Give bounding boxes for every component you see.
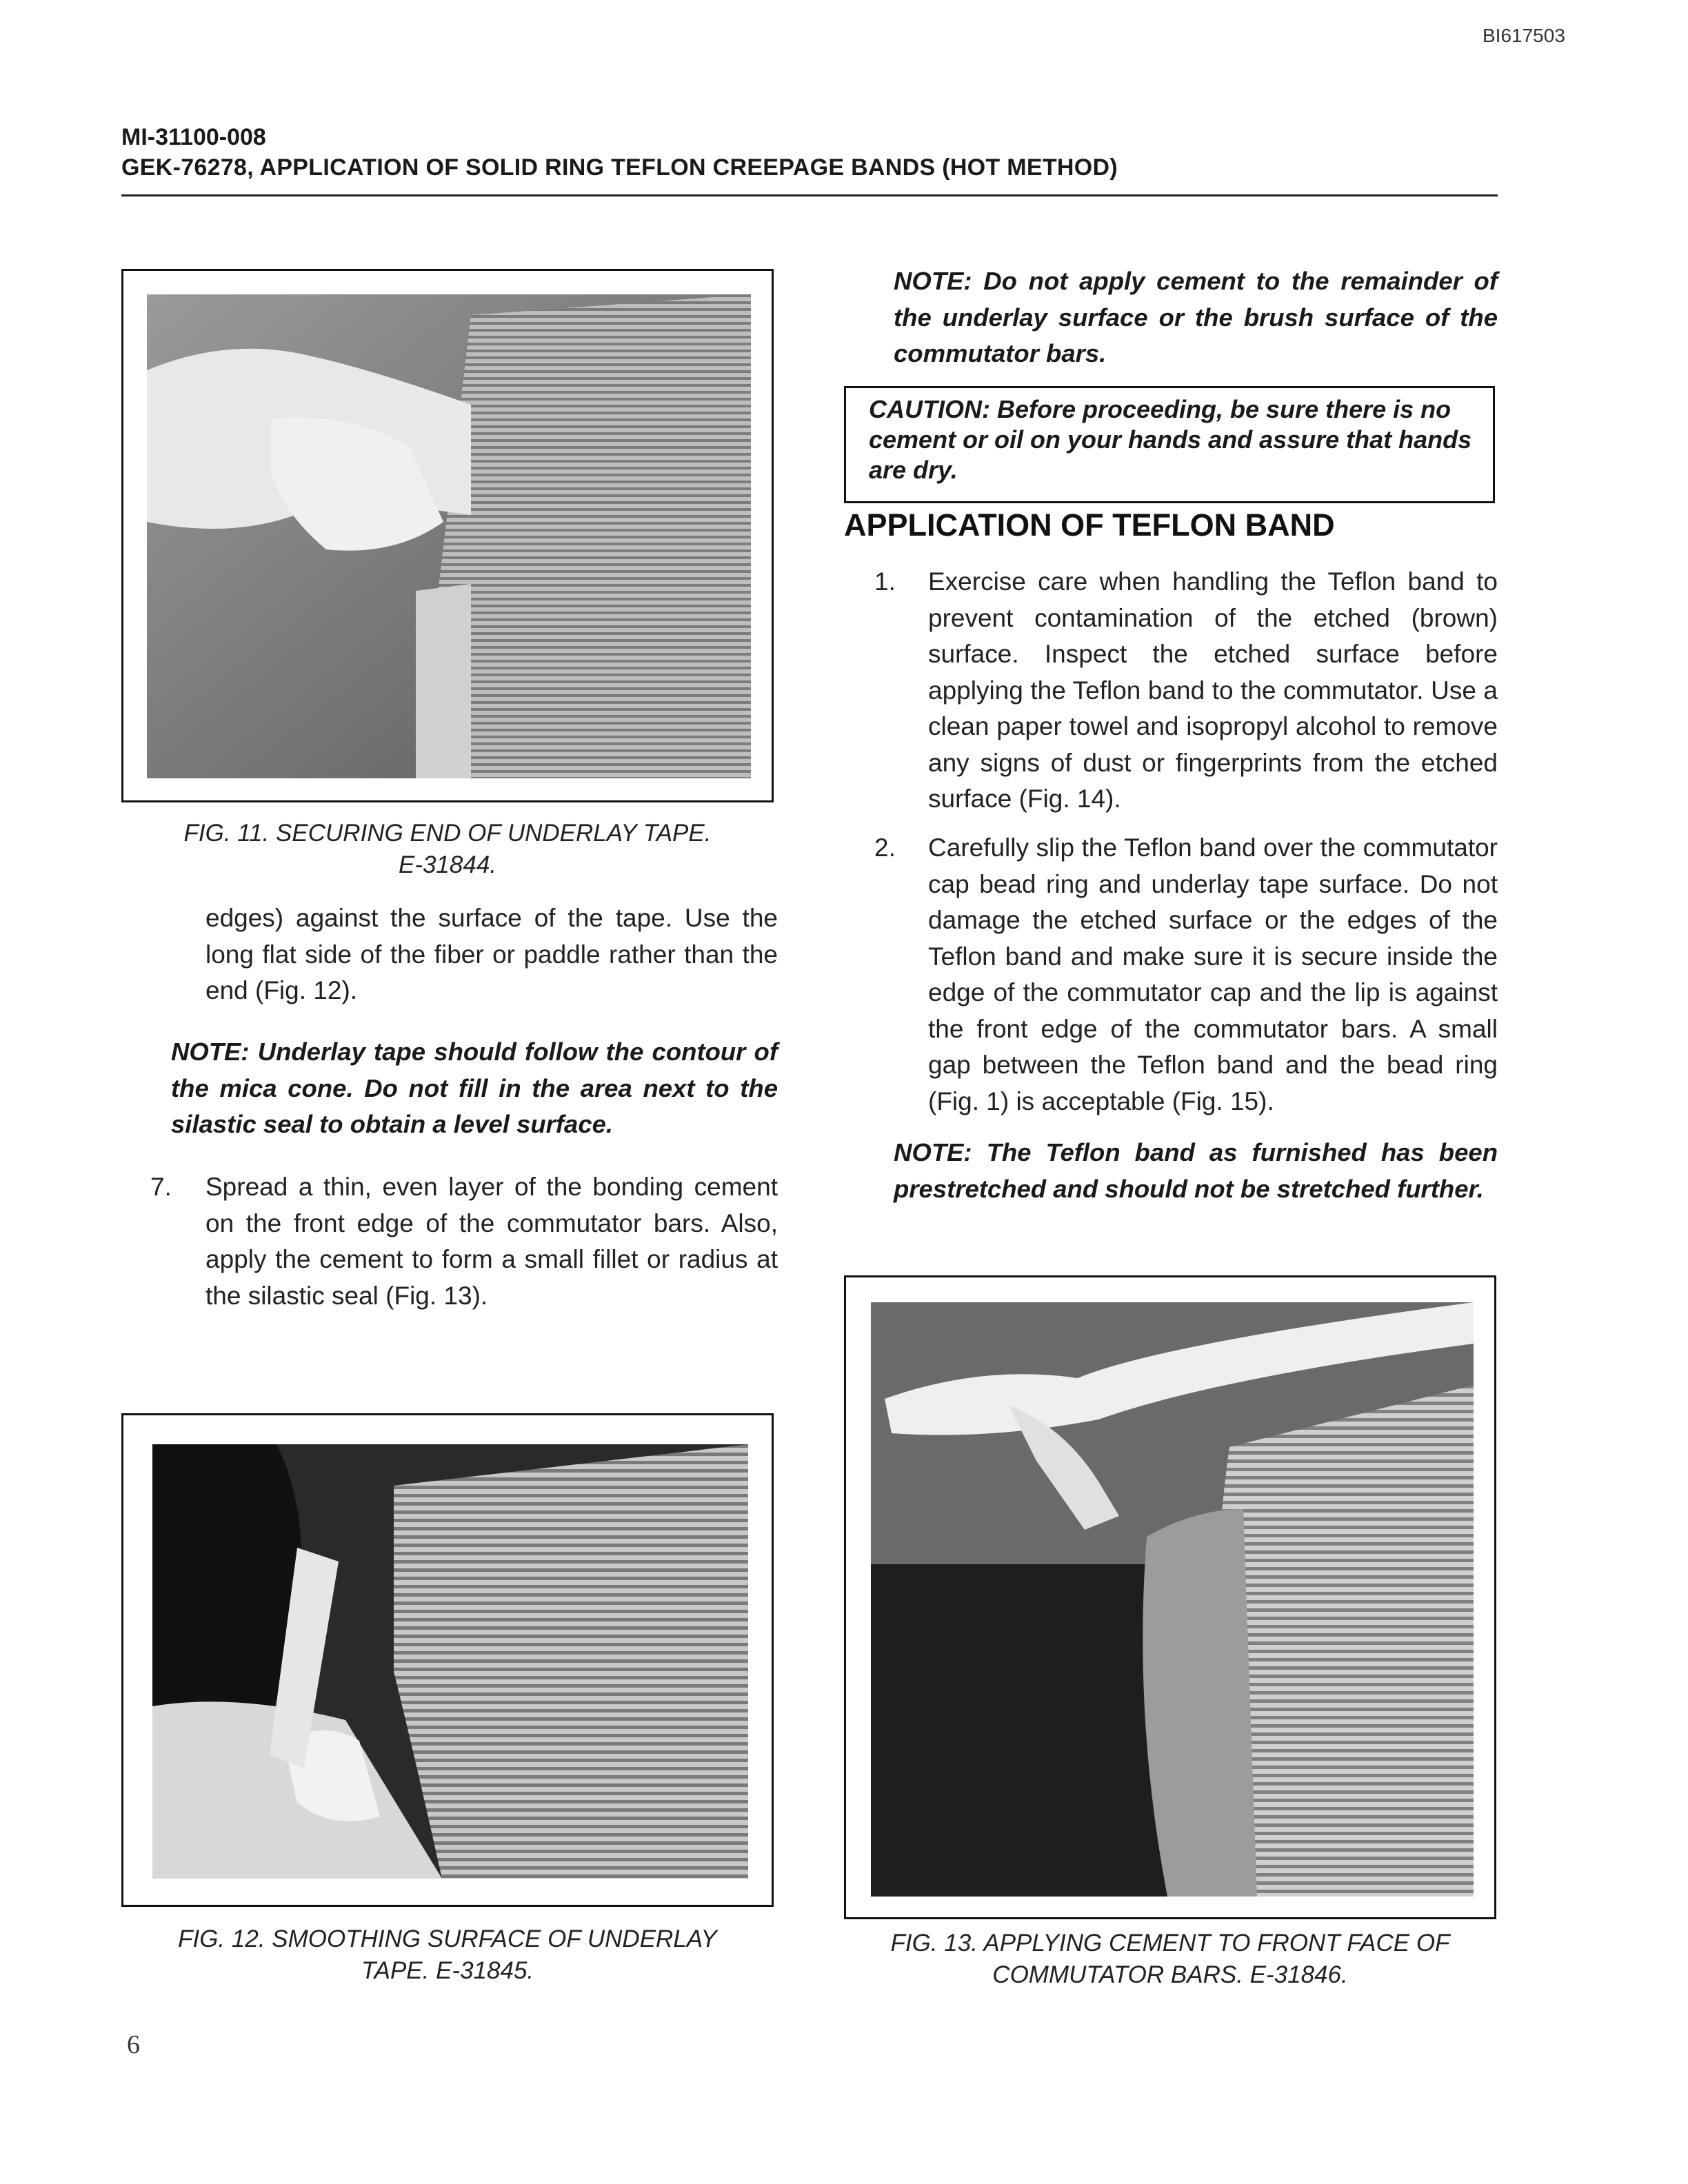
paragraph-continued: edges) against the surface of the tape. Use the long flat side of the fiber or paddle rather than the end (Fig. 12). [205,904,778,1004]
step-1-text: Exercise care when handling the Teflon band to prevent contamination of the etched (brown) surface. Inspect the etched surface before applying the Teflon band to the commutator. Use a clean paper towel and isopropyl alcohol to remove any signs of dust or fingerprints from the etched surface (Fig. 14). [928,567,1498,813]
figure-13-caption-line2: COMMUTATOR BARS. E-31846. [992,1961,1348,1988]
figure-12 [121,1413,774,1907]
figure-12-caption-line1: FIG. 12. SMOOTHING SURFACE OF UNDERLAY [178,1925,717,1952]
header-title: GEK-76278, APPLICATION OF SOLID RING TEFLON CREEPAGE BANDS (HOT METHOD) [121,154,1118,181]
step-2-text: Carefully slip the Teflon band over the commutator cap bead ring and underlay tape surface. Do not damage the etched surface or the edges of the Teflon band and make sure it is secure inside the edge of the commutator cap and the lip is against the front edge of the commutator bars. A small gap between the Teflon band and the bead ring (Fig. 1) is acceptable (Fig. 15). [928,833,1498,1115]
figure-11-caption-line2: E-31844. [398,851,497,878]
step-7-number: 7. [150,1173,172,1201]
note-underlay-contour: NOTE: Underlay tape should follow the contour of the mica cone. Do not fill in the area next to the silastic seal to obtain a level surface. [171,1038,778,1138]
figure-13-caption [844,1928,1496,1991]
section-heading: APPLICATION OF TEFLON BAND [844,507,1335,543]
caution-text: CAUTION: Before proceeding, be sure there is no cement or oil on your hands and assure that hands are dry. [869,395,1472,484]
step-7-text: Spread a thin, even layer of the bonding cement on the front edge of the commutator bars. Also, apply the cement to form a small fillet or radius at the silastic seal (Fig. 13). [205,1173,778,1310]
figure-11-caption-line1: FIG. 11. SECURING END OF UNDERLAY TAPE. [183,820,712,847]
figure-12-caption-line2: TAPE. E-31845. [361,1957,534,1984]
step-1-number: 1. [874,567,896,596]
header-doc-number: MI-31100-008 [121,124,266,150]
figure-12-photo [152,1444,748,1879]
page-number: 6 [127,2030,140,2059]
figure-11-photo [147,294,751,778]
document-id: BI617503 [1483,25,1565,46]
figure-11-caption [121,818,774,881]
figure-13-photo [871,1302,1474,1897]
figure-13-caption-line1: FIG. 13. APPLYING CEMENT TO FRONT FACE OF [890,1930,1450,1957]
note-no-cement-remainder: NOTE: Do not apply cement to the remainder of the underlay surface or the brush surface of the commutator bars. [894,267,1498,367]
note-prestretched: NOTE: The Teflon band as furnished has been prestretched and should not be stretched further. [894,1138,1498,1203]
figure-13 [844,1275,1496,1919]
figure-11 [121,269,774,802]
figure-12-caption [121,1923,774,1987]
header-rule [121,194,1498,196]
step-2-number: 2. [874,833,896,862]
